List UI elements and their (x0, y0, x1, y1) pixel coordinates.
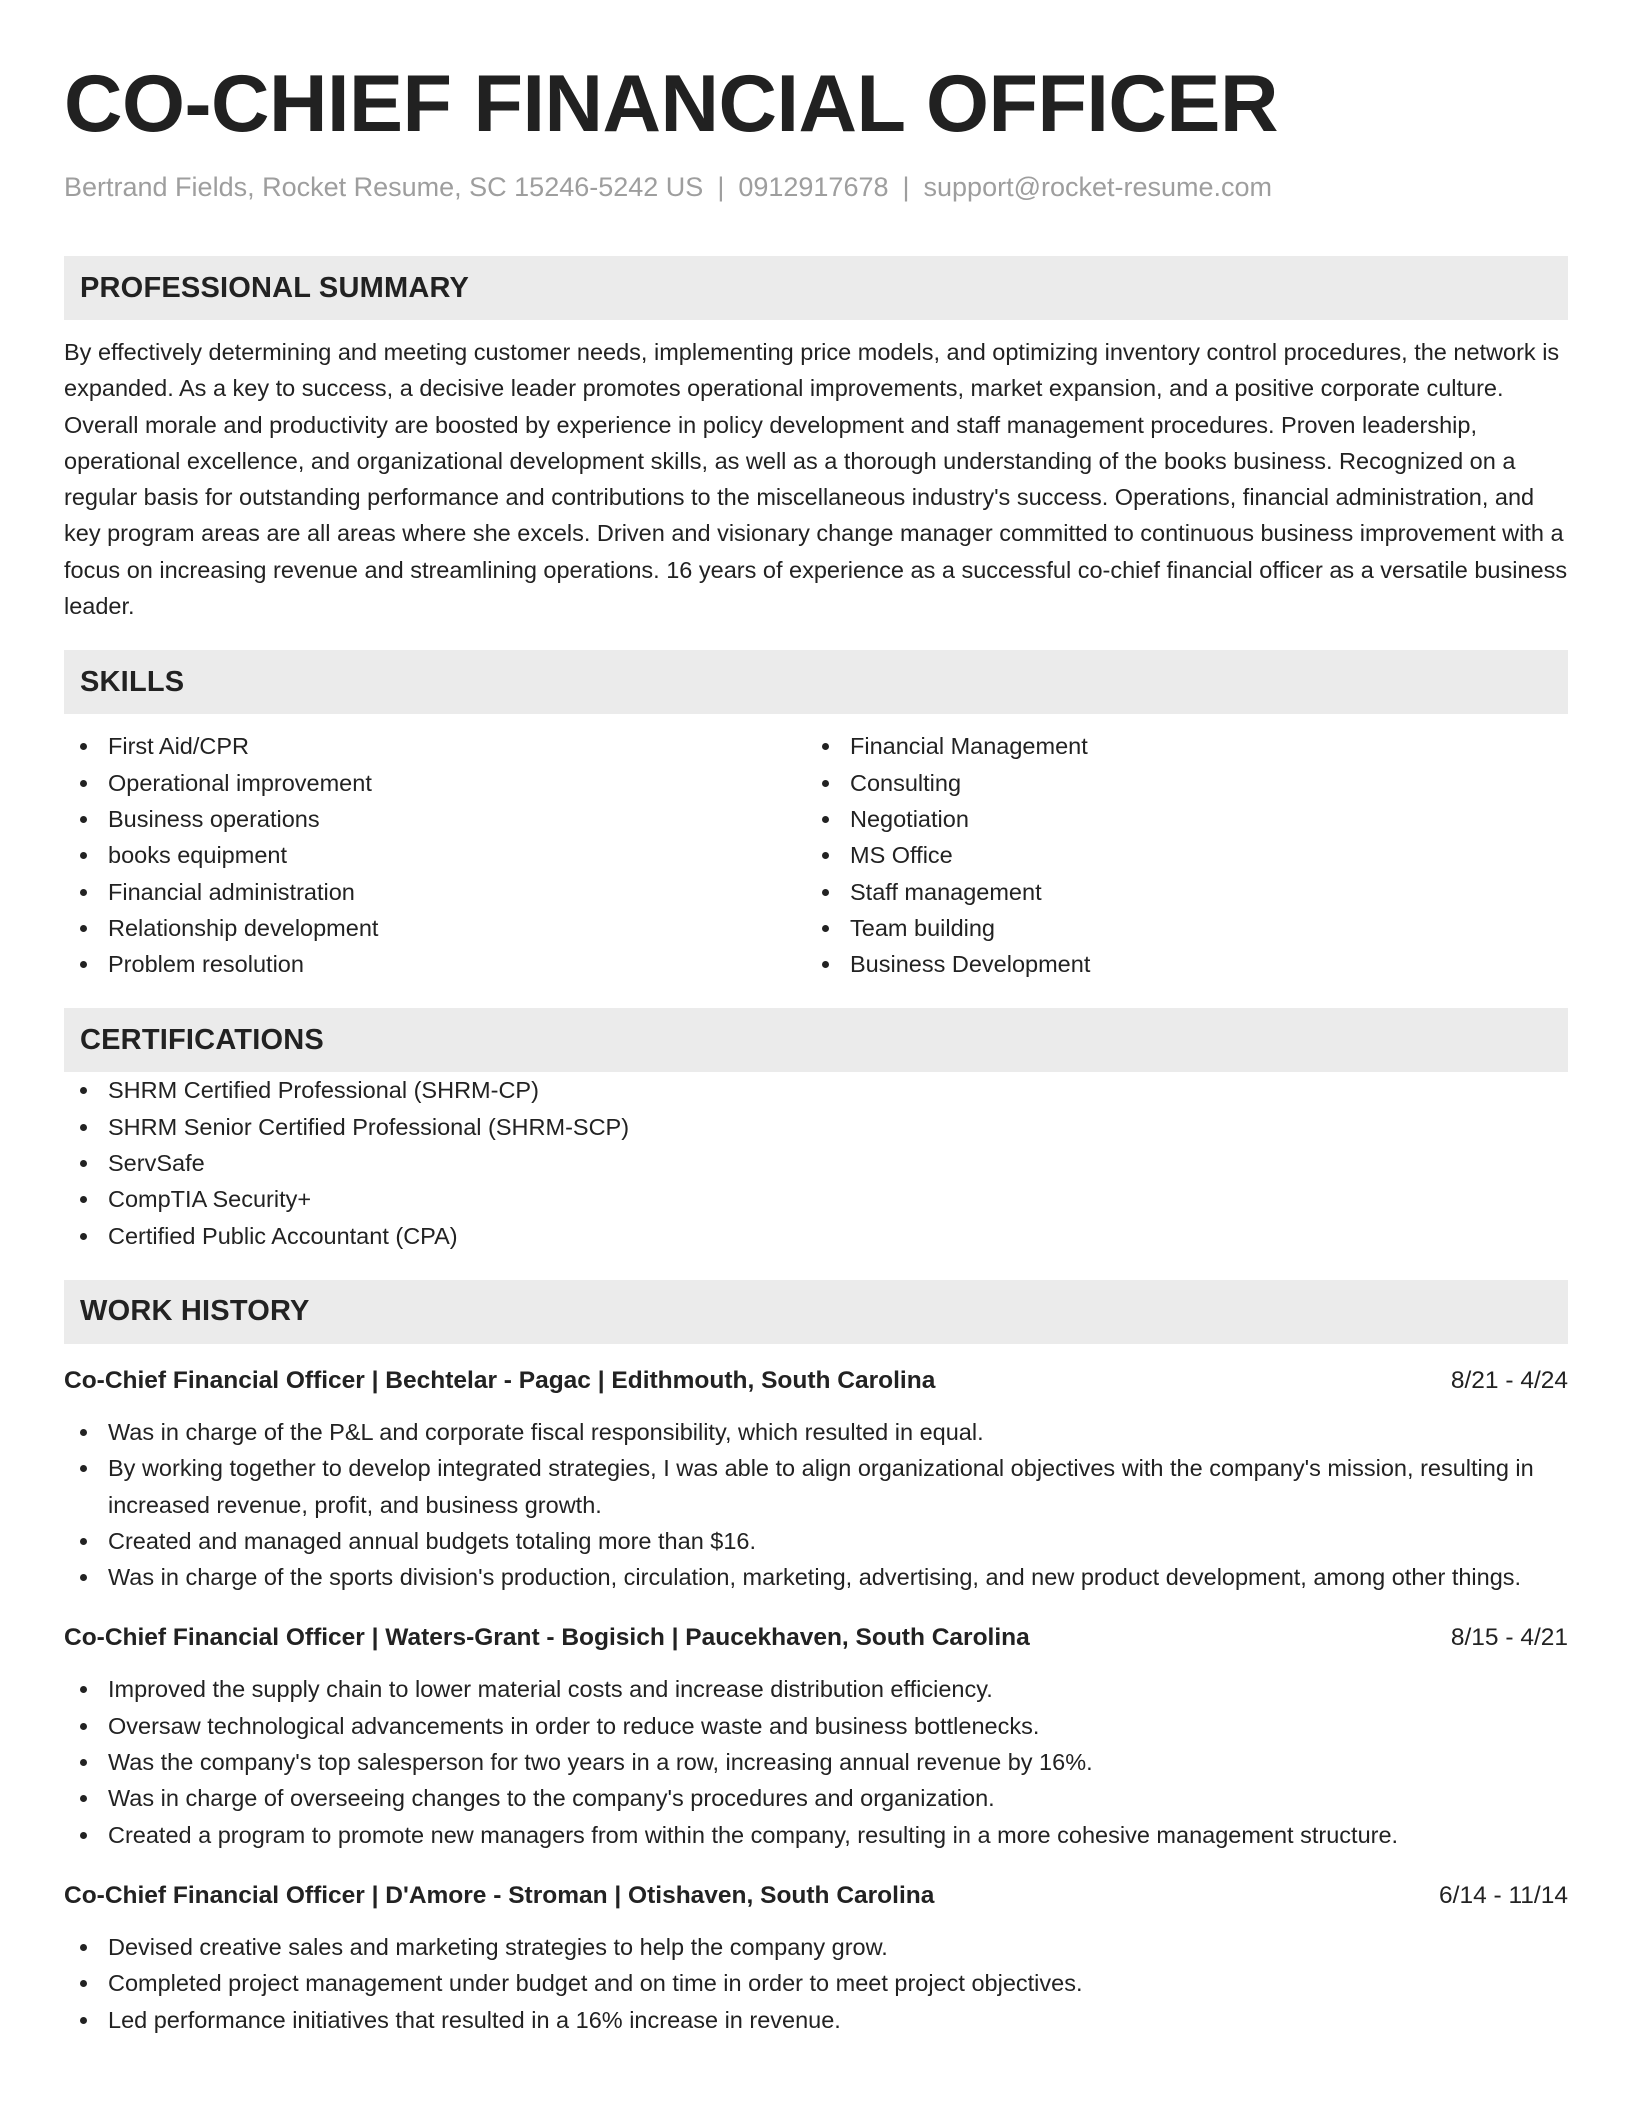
job-bullet: Led performance initiatives that resulted in a 16% increase in revenue. (64, 2002, 1568, 2038)
skill-item: Consulting (806, 765, 1548, 801)
job-bullet: Completed project management under budget and on time in order to meet project objectives. (64, 1965, 1568, 2001)
skill-item: First Aid/CPR (64, 728, 806, 764)
job-bullet: Was in charge of overseeing changes to the company's procedures and organization. (64, 1780, 1568, 1816)
skill-item: books equipment (64, 837, 806, 873)
job-bullets (64, 1671, 1568, 1852)
certification-item: CompTIA Security+ (64, 1181, 1568, 1217)
job-bullet: Created a program to promote new managers from within the company, resulting in a more cohesive management structure. (64, 1817, 1568, 1853)
skill-item: Negotiation (806, 801, 1548, 837)
job-entry (64, 1621, 1568, 1852)
skill-item: Team building (806, 910, 1548, 946)
skill-item: Financial Management (806, 728, 1548, 764)
job-header (64, 1364, 1568, 1398)
skill-item: Staff management (806, 874, 1548, 910)
certification-item: Certified Public Accountant (CPA) (64, 1218, 1568, 1254)
skill-item: Operational improvement (64, 765, 806, 801)
skills-right-column (806, 728, 1548, 982)
job-bullets (64, 1929, 1568, 2038)
contact-line (64, 170, 1568, 204)
certification-item: SHRM Senior Certified Professional (SHRM-SCP) (64, 1109, 1568, 1145)
job-dates: 6/14 - 11/14 (1439, 1881, 1568, 1909)
job-bullets (64, 1414, 1568, 1595)
skill-item: Business Development (806, 946, 1548, 982)
job-bullet: By working together to develop integrated strategies, I was able to align organizational objectives with the company's mission, resulting in increased revenue, profit, and business growth. (64, 1450, 1568, 1523)
job-bullet: Oversaw technological advancements in order to reduce waste and business bottlenecks. (64, 1708, 1568, 1744)
skill-item: Business operations (64, 801, 806, 837)
contact-email: support@rocket-resume.com (923, 172, 1273, 202)
contact-separator: | (717, 172, 725, 202)
skill-item: Financial administration (64, 874, 806, 910)
job-dates: 8/21 - 4/24 (1450, 1366, 1568, 1394)
job-entry (64, 1879, 1568, 2038)
contact-phone: 0912917678 (738, 172, 889, 202)
section-header-summary: PROFESSIONAL SUMMARY (64, 256, 1568, 320)
certification-item: SHRM Certified Professional (SHRM-CP) (64, 1072, 1568, 1108)
job-title: Co-Chief Financial Officer | D'Amore - Stroman | Otishaven, South Carolina (64, 1881, 935, 1909)
section-header-certifications: CERTIFICATIONS (64, 1008, 1568, 1072)
skills-grid (64, 728, 1568, 982)
section-header-work-history: WORK HISTORY (64, 1280, 1568, 1344)
job-entry (64, 1364, 1568, 1595)
contact-separator: | (902, 172, 910, 202)
job-header (64, 1879, 1568, 1913)
job-header (64, 1621, 1568, 1655)
contact-address: Bertrand Fields, Rocket Resume, SC 15246-5242 US (64, 172, 704, 202)
resume-title: CO-CHIEF FINANCIAL OFFICER (64, 59, 1278, 149)
resume-page (64, 0, 1568, 2038)
skill-item: Relationship development (64, 910, 806, 946)
job-bullet: Was in charge of the P&L and corporate fiscal responsibility, which resulted in equal. (64, 1414, 1568, 1450)
skill-item: MS Office (806, 837, 1548, 873)
section-header-skills: SKILLS (64, 650, 1568, 714)
certifications-list (64, 1072, 1568, 1253)
job-bullet: Created and managed annual budgets totaling more than $16. (64, 1523, 1568, 1559)
job-bullet: Improved the supply chain to lower material costs and increase distribution efficiency. (64, 1671, 1568, 1707)
skills-left-column (64, 728, 806, 982)
certification-item: ServSafe (64, 1145, 1568, 1181)
job-bullet: Was in charge of the sports division's production, circulation, marketing, advertising, and new product development, among other things. (64, 1559, 1568, 1595)
job-bullet: Was the company's top salesperson for two years in a row, increasing annual revenue by 16%. (64, 1744, 1568, 1780)
summary-text: By effectively determining and meeting customer needs, implementing price models, and optimizing inventory control procedures, the network is expanded. As a key to success, a decisive leader promotes operational improvements, market expansion, and a positive corporate culture. Overall morale and productivity are boosted by experience in policy development and staff management procedures. Proven leadership, operational excellence, and organizational development skills, as well as a thorough understanding of the books business. Recognized on a regular basis for outstanding performance and contributions to the miscellaneous industry's success. Operations, financial administration, and key program areas are all areas where she excels. Driven and visionary change manager committed to continuous business improvement with a focus on increasing revenue and streamlining operations. 16 years of experience as a successful co-chief financial officer as a versatile business leader. (64, 339, 1568, 620)
skill-item: Problem resolution (64, 946, 806, 982)
job-bullet: Devised creative sales and marketing strategies to help the company grow. (64, 1929, 1568, 1965)
job-dates: 8/15 - 4/21 (1450, 1624, 1568, 1652)
job-title: Co-Chief Financial Officer | Waters-Grant - Bogisich | Paucekhaven, South Carolina (64, 1624, 1030, 1652)
job-title: Co-Chief Financial Officer | Bechtelar - Pagac | Edithmouth, South Carolina (64, 1366, 936, 1394)
